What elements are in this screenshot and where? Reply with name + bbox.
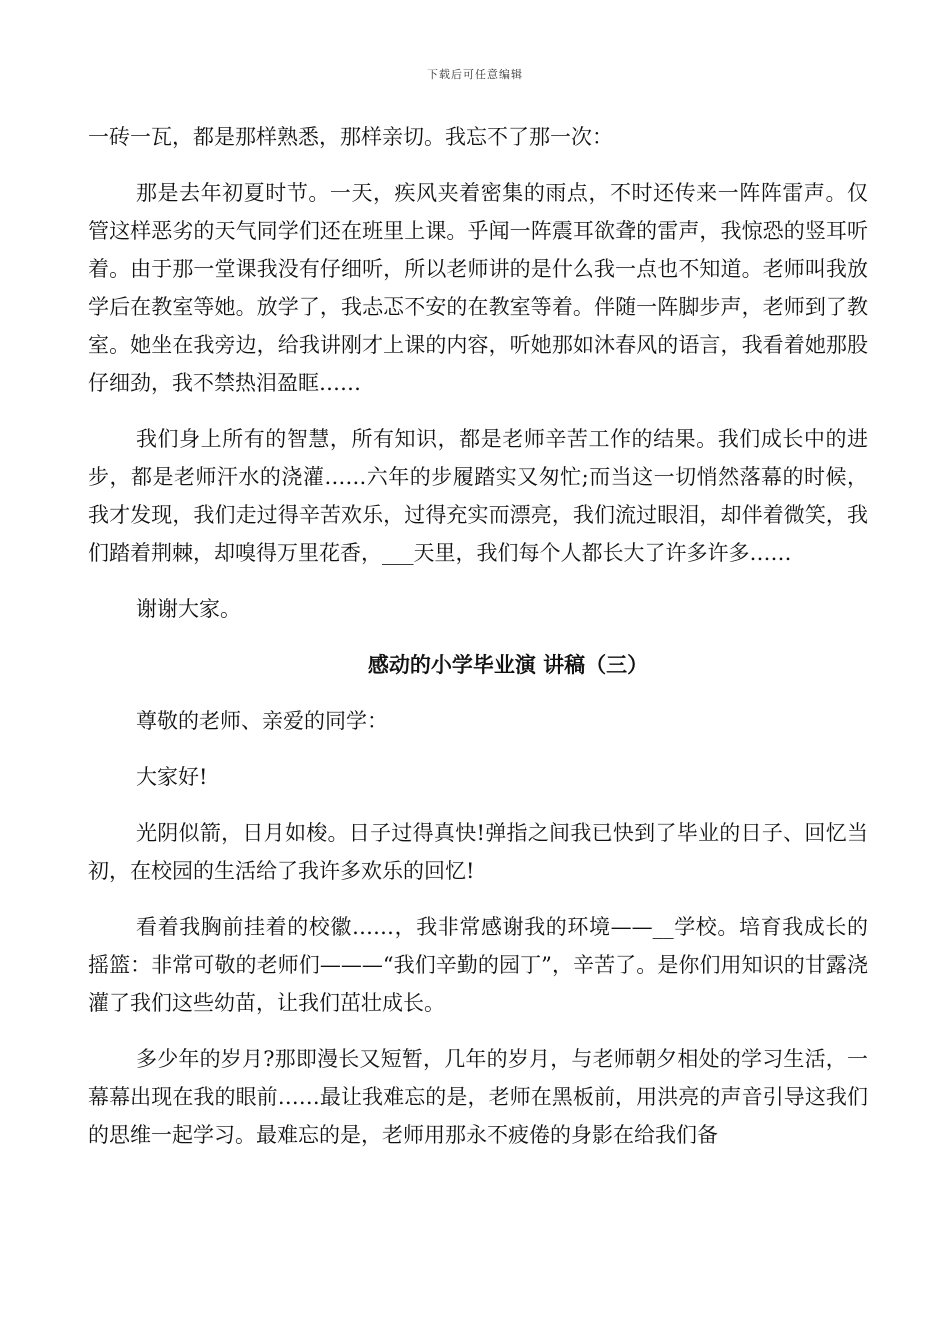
paragraph-years: 多少年的岁月?那即漫长又短暂，几年的岁月，与老师朝夕相处的学习生活，一幕幕出现在我的眼前……最让我难忘的是，老师在黑板前，用洪亮的声音引导这我们的思维一起学习。最难忘的是，老师用那永不疲倦的身影在给我们备 xyxy=(88,1047,868,1147)
section-title: 感动的小学毕业演 讲稿（三） xyxy=(367,652,649,677)
paragraph-time-flies: 光阴似箭，日月如梭。日子过得真快!弹指之间我已快到了毕业的日子、回忆当初，在校园的生活给了我许多欢乐的回忆! xyxy=(88,821,868,883)
page-header: 下载后可任意编辑 xyxy=(427,68,523,81)
paragraph-salutation: 尊敬的老师、亲爱的同学： xyxy=(136,709,388,733)
paragraph-greeting: 大家好! xyxy=(136,765,208,789)
paragraph-continuation: 一砖一瓦，都是那样熟悉，那样亲切。我忘不了那一次： xyxy=(88,125,613,149)
paragraph-thanks: 谢谢大家。 xyxy=(136,597,241,621)
paragraph-gratitude: 我们身上所有的智慧，所有知识，都是老师辛苦工作的结果。我们成长中的进步，都是老师汗水的浇灌……六年的步履踏实又匆忙;而当这一切悄然落幕的时候，我才发现，我们走过得辛苦欢乐，过得充实而漂亮，我们流过眼泪，却伴着微笑，我们踏着荆棘，却嗅得万里花香，___天里，我们每个人都长大了许多许多…… xyxy=(88,427,868,565)
paragraph-memory: 那是去年初夏时节。一天，疾风夹着密集的雨点，不时还传来一阵阵雷声。仅管这样恶劣的天气同学们还在班里上课。乎闻一阵震耳欲聋的雷声，我惊恐的竖耳听着。由于那一堂课我没有仔细听，所以老师讲的是什么我一点也不知道。老师叫我放学后在教室等她。放学了，我忐忑不安的在教室等着。伴随一阵脚步声，老师到了教室。她坐在我旁边，给我讲刚才上课的内容，听她那如沐春风的语言，我看着她那股仔细劲，我不禁热泪盈眶…… xyxy=(88,181,868,395)
paragraph-school-badge: 看着我胸前挂着的校徽……，我非常感谢我的环境——__学校。培育我成长的摇篮：非常可敬的老师们———“我们辛勤的园丁”，辛苦了。是你们用知识的甘露浇灌了我们这些幼苗，让我们茁壮成长。 xyxy=(88,915,868,1015)
document-body xyxy=(88,118,868,1172)
